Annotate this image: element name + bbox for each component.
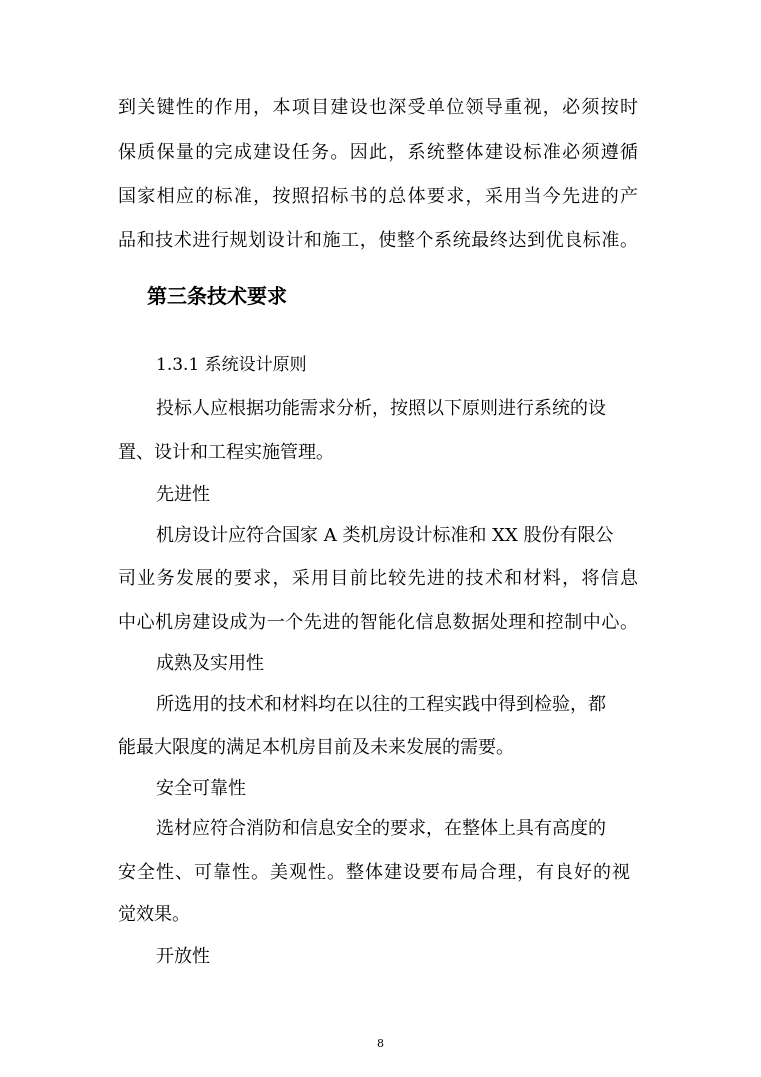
intro-line-1: 到关键性的作用，本项目建设也深受单位领导重视，必须按时 xyxy=(118,97,638,118)
principle-title-mature: 成熟及实用性 xyxy=(156,653,264,674)
advanced-line-1: 机房设计应符合国家 A 类机房设计标准和 XX 股份有限公 xyxy=(156,525,614,546)
principle-title-safety: 安全可靠性 xyxy=(156,778,246,799)
safety-line-2: 安全性、可靠性。美观性。整体建设要布局合理，有良好的视 xyxy=(118,862,630,883)
advanced-line-2: 司业务发展的要求，采用目前比较先进的技术和材料，将信息 xyxy=(118,568,638,589)
intro-line-2: 保质保量的完成建设任务。因此，系统整体建设标准必须遵循 xyxy=(118,142,638,163)
mature-line-2: 能最大限度的满足本机房目前及未来发展的需要。 xyxy=(118,737,514,758)
intro-line-3: 国家相应的标准，按照招标书的总体要求，采用当今先进的产 xyxy=(118,186,638,207)
principle-intro-line-1: 投标人应根据功能需求分析，按照以下原则进行系统的设 xyxy=(156,398,606,419)
safety-line-3: 觉效果。 xyxy=(118,904,190,925)
principle-title-openness: 开放性 xyxy=(156,946,210,967)
intro-line-4: 品和技术进行规划设计和施工，使整个系统最终达到优良标准。 xyxy=(118,230,638,251)
mature-line-1: 所选用的技术和材料均在以往的工程实践中得到检验，都 xyxy=(156,694,606,715)
page-number: 8 xyxy=(377,1037,384,1050)
safety-line-1: 选材应符合消防和信息安全的要求，在整体上具有高度的 xyxy=(156,818,606,839)
subsection-title: 1.3.1 系统设计原则 xyxy=(156,355,307,375)
section-heading: 第三条技术要求 xyxy=(147,284,287,308)
principle-intro-line-2: 置、设计和工程实施管理。 xyxy=(118,442,334,463)
principle-title-advanced: 先进性 xyxy=(156,484,210,505)
advanced-line-3: 中心机房建设成为一个先进的智能化信息数据处理和控制中心。 xyxy=(118,612,638,633)
